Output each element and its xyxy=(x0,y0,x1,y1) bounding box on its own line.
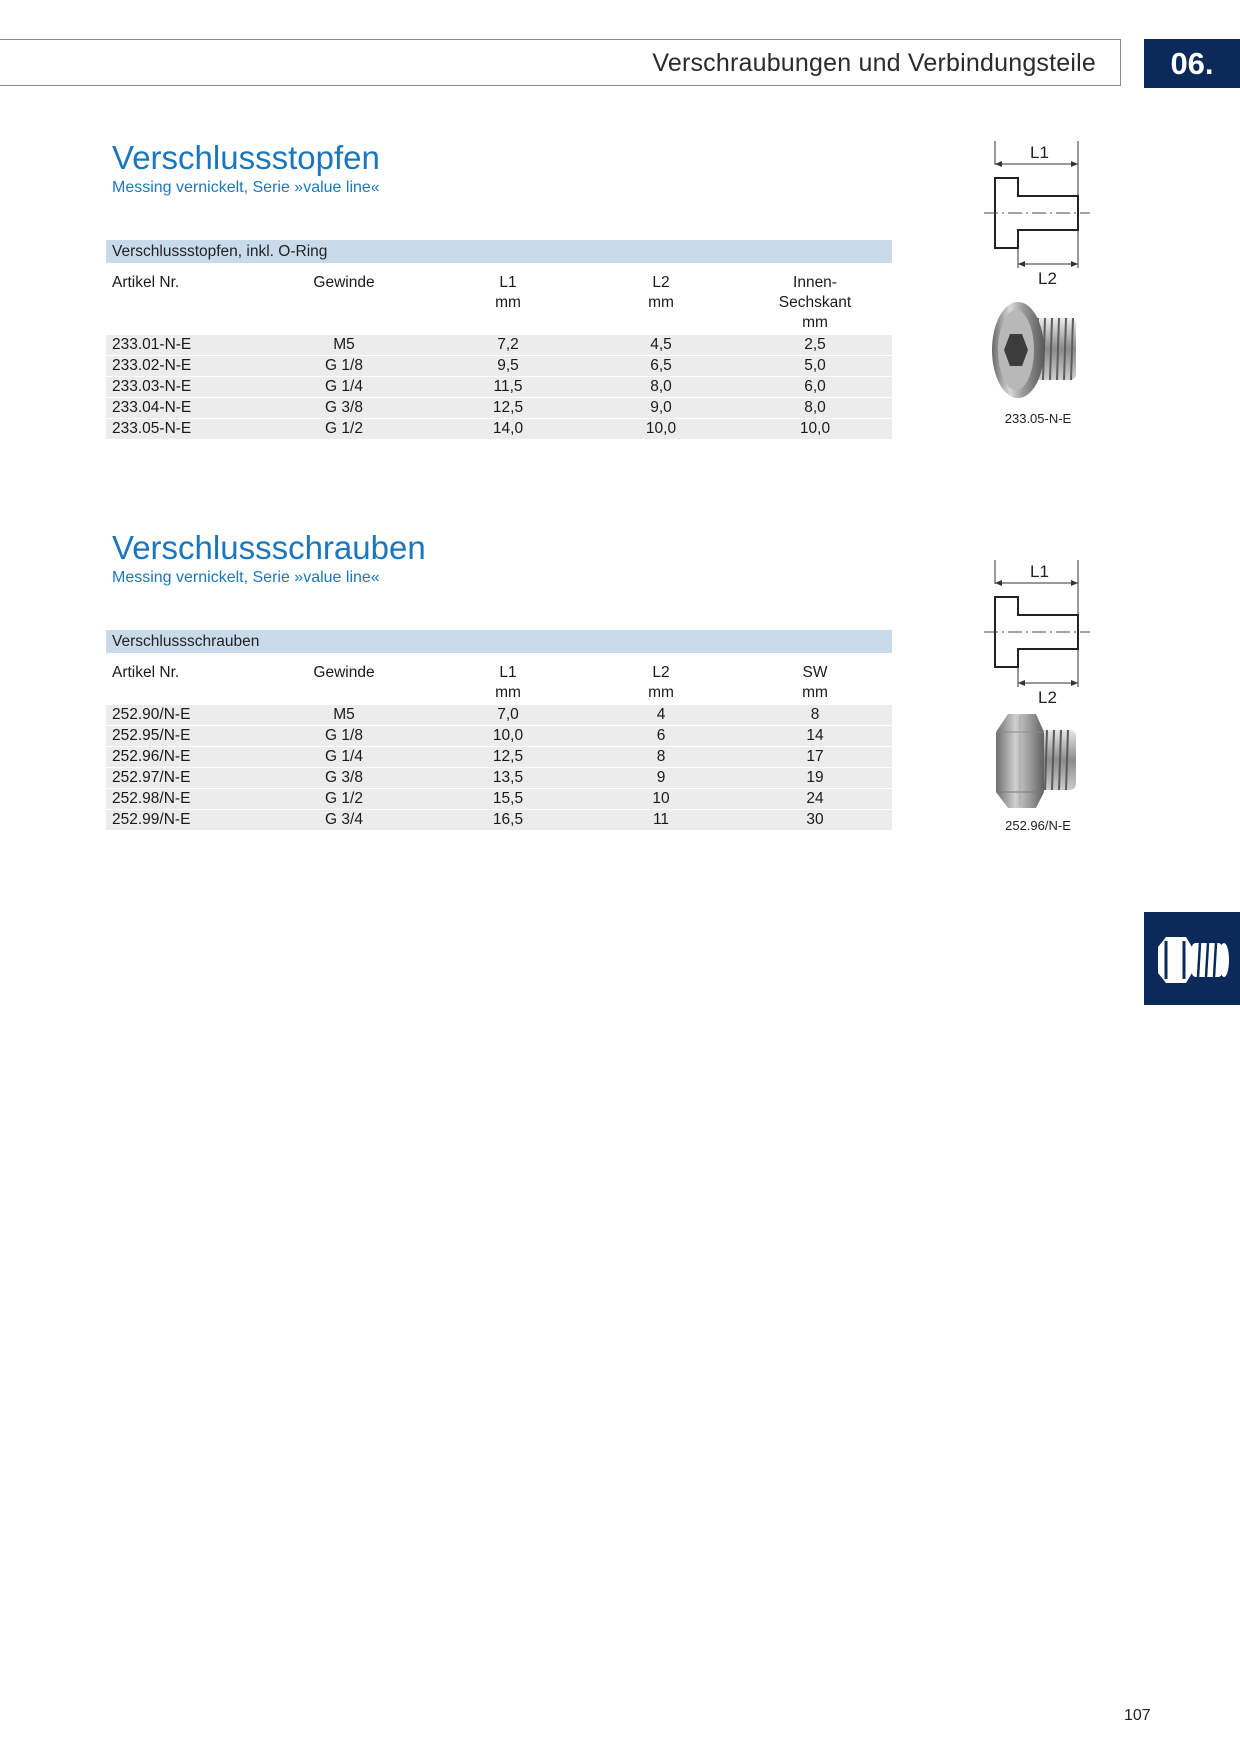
section2-dimension-drawing xyxy=(980,557,1100,703)
table-cell: 13,5 xyxy=(432,768,584,789)
table-cell: 252.99/N-E xyxy=(106,810,256,831)
table-cell: 24 xyxy=(738,789,892,810)
section1-l1-label: L1 xyxy=(1030,143,1049,162)
table-cell: G 1/2 xyxy=(256,419,432,440)
table-cell: 10,0 xyxy=(432,726,584,747)
table-cell: G 1/4 xyxy=(256,377,432,398)
table-row xyxy=(106,768,892,789)
section1-product-photo xyxy=(990,298,1086,402)
section1-title: Verschlussstopfen xyxy=(112,139,380,176)
column-header-line: mm xyxy=(802,314,828,331)
table-cell: 2,5 xyxy=(738,335,892,356)
column-header-line: L1 xyxy=(499,664,517,681)
section1-l2-label: L2 xyxy=(1038,269,1057,284)
column-header xyxy=(584,653,738,705)
table-cell: 6 xyxy=(584,726,738,747)
table-row xyxy=(106,356,892,377)
table-row xyxy=(106,419,892,440)
section2-header-row xyxy=(106,653,892,705)
table-cell: 8,0 xyxy=(738,398,892,419)
column-header xyxy=(106,653,256,705)
table-cell: 10,0 xyxy=(584,419,738,440)
section2-product-photo xyxy=(990,712,1086,812)
section2-table-caption: Verschlussschrauben xyxy=(106,630,892,653)
section2-l1-label: L1 xyxy=(1030,562,1049,581)
section1-table xyxy=(106,240,892,440)
table-cell: G 1/2 xyxy=(256,789,432,810)
table-row xyxy=(106,747,892,768)
section2-table xyxy=(106,630,892,831)
table-cell: 233.04-N-E xyxy=(106,398,256,419)
column-header-line: mm xyxy=(495,684,521,701)
table-cell: 30 xyxy=(738,810,892,831)
column-header-line: mm xyxy=(648,294,674,311)
table-cell: 7,2 xyxy=(432,335,584,356)
table-cell: 6,5 xyxy=(584,356,738,377)
column-header-line: mm xyxy=(802,684,828,701)
table-cell: 252.96/N-E xyxy=(106,747,256,768)
table-cell: G 1/8 xyxy=(256,726,432,747)
section2-l2-label: L2 xyxy=(1038,688,1057,703)
column-header-line: Innen- xyxy=(793,274,837,291)
table-cell: 14,0 xyxy=(432,419,584,440)
column-header-line: L1 xyxy=(499,274,517,291)
table-cell: 252.90/N-E xyxy=(106,705,256,726)
section1-table-caption: Verschlussstopfen, inkl. O-Ring xyxy=(106,240,892,263)
table-cell: 252.95/N-E xyxy=(106,726,256,747)
table-cell: 5,0 xyxy=(738,356,892,377)
table-cell: M5 xyxy=(256,705,432,726)
table-row xyxy=(106,789,892,810)
column-header xyxy=(256,263,432,335)
header-bar xyxy=(0,39,1121,86)
table-cell: 10,0 xyxy=(738,419,892,440)
column-header-line: mm xyxy=(495,294,521,311)
table-cell: M5 xyxy=(256,335,432,356)
table-row xyxy=(106,377,892,398)
table-cell: 7,0 xyxy=(432,705,584,726)
table-cell: G 3/4 xyxy=(256,810,432,831)
section2-photo-caption: 252.96/N-E xyxy=(1005,818,1071,833)
table-cell: 252.98/N-E xyxy=(106,789,256,810)
table-cell: 19 xyxy=(738,768,892,789)
column-header-line: mm xyxy=(648,684,674,701)
table-cell: 4,5 xyxy=(584,335,738,356)
table-cell: 233.01-N-E xyxy=(106,335,256,356)
section2-body xyxy=(106,705,892,831)
table-cell: 233.02-N-E xyxy=(106,356,256,377)
table-cell: 9 xyxy=(584,768,738,789)
table-cell: 8 xyxy=(738,705,892,726)
table-cell: 12,5 xyxy=(432,747,584,768)
section2-title: Verschlussschrauben xyxy=(112,529,426,566)
table-cell: 15,5 xyxy=(432,789,584,810)
table-cell: 16,5 xyxy=(432,810,584,831)
header-title: Verschraubungen und Verbindungsteile xyxy=(652,49,1096,77)
column-header xyxy=(432,653,584,705)
table-cell: 252.97/N-E xyxy=(106,768,256,789)
section2-subtitle: Messing vernickelt, Serie »value line« xyxy=(112,569,380,586)
table-cell: 6,0 xyxy=(738,377,892,398)
column-header-line: Sechskant xyxy=(778,294,852,311)
table-cell: 11 xyxy=(584,810,738,831)
table-cell: G 1/8 xyxy=(256,356,432,377)
column-header xyxy=(584,263,738,335)
column-header-line: SW xyxy=(802,664,828,681)
page-number: 107 xyxy=(1124,1707,1151,1724)
column-header-line: L2 xyxy=(652,664,670,681)
table-cell: 11,5 xyxy=(432,377,584,398)
column-header-line: Gewinde xyxy=(313,274,375,291)
table-cell: 9,5 xyxy=(432,356,584,377)
column-header-line: Artikel Nr. xyxy=(112,274,180,291)
table-cell: G 3/8 xyxy=(256,768,432,789)
table-row xyxy=(106,335,892,356)
table-cell: 17 xyxy=(738,747,892,768)
column-header xyxy=(738,653,892,705)
column-header xyxy=(738,263,892,335)
column-header-line: L2 xyxy=(652,274,670,291)
section1-body xyxy=(106,335,892,440)
table-cell: 4 xyxy=(584,705,738,726)
column-header xyxy=(106,263,256,335)
chapter-badge: 06. xyxy=(1144,39,1240,88)
table-cell: 233.05-N-E xyxy=(106,419,256,440)
column-header xyxy=(432,263,584,335)
column-header xyxy=(256,653,432,705)
table-cell: 8 xyxy=(584,747,738,768)
table-row xyxy=(106,398,892,419)
column-header-line: Artikel Nr. xyxy=(112,664,180,681)
table-row xyxy=(106,810,892,831)
section1-header-row xyxy=(106,263,892,335)
table-cell: 8,0 xyxy=(584,377,738,398)
column-header-line: Gewinde xyxy=(313,664,375,681)
section1-dimension-drawing xyxy=(980,138,1100,284)
table-cell: 233.03-N-E xyxy=(106,377,256,398)
table-cell: G 1/4 xyxy=(256,747,432,768)
section1-photo-caption: 233.05-N-E xyxy=(1004,411,1072,426)
fitting-icon xyxy=(1144,912,1240,1005)
table-cell: 14 xyxy=(738,726,892,747)
table-cell: G 3/8 xyxy=(256,398,432,419)
section1-subtitle: Messing vernickelt, Serie »value line« xyxy=(112,179,380,196)
table-cell: 10 xyxy=(584,789,738,810)
table-cell: 9,0 xyxy=(584,398,738,419)
table-row xyxy=(106,726,892,747)
table-cell: 12,5 xyxy=(432,398,584,419)
table-row xyxy=(106,705,892,726)
